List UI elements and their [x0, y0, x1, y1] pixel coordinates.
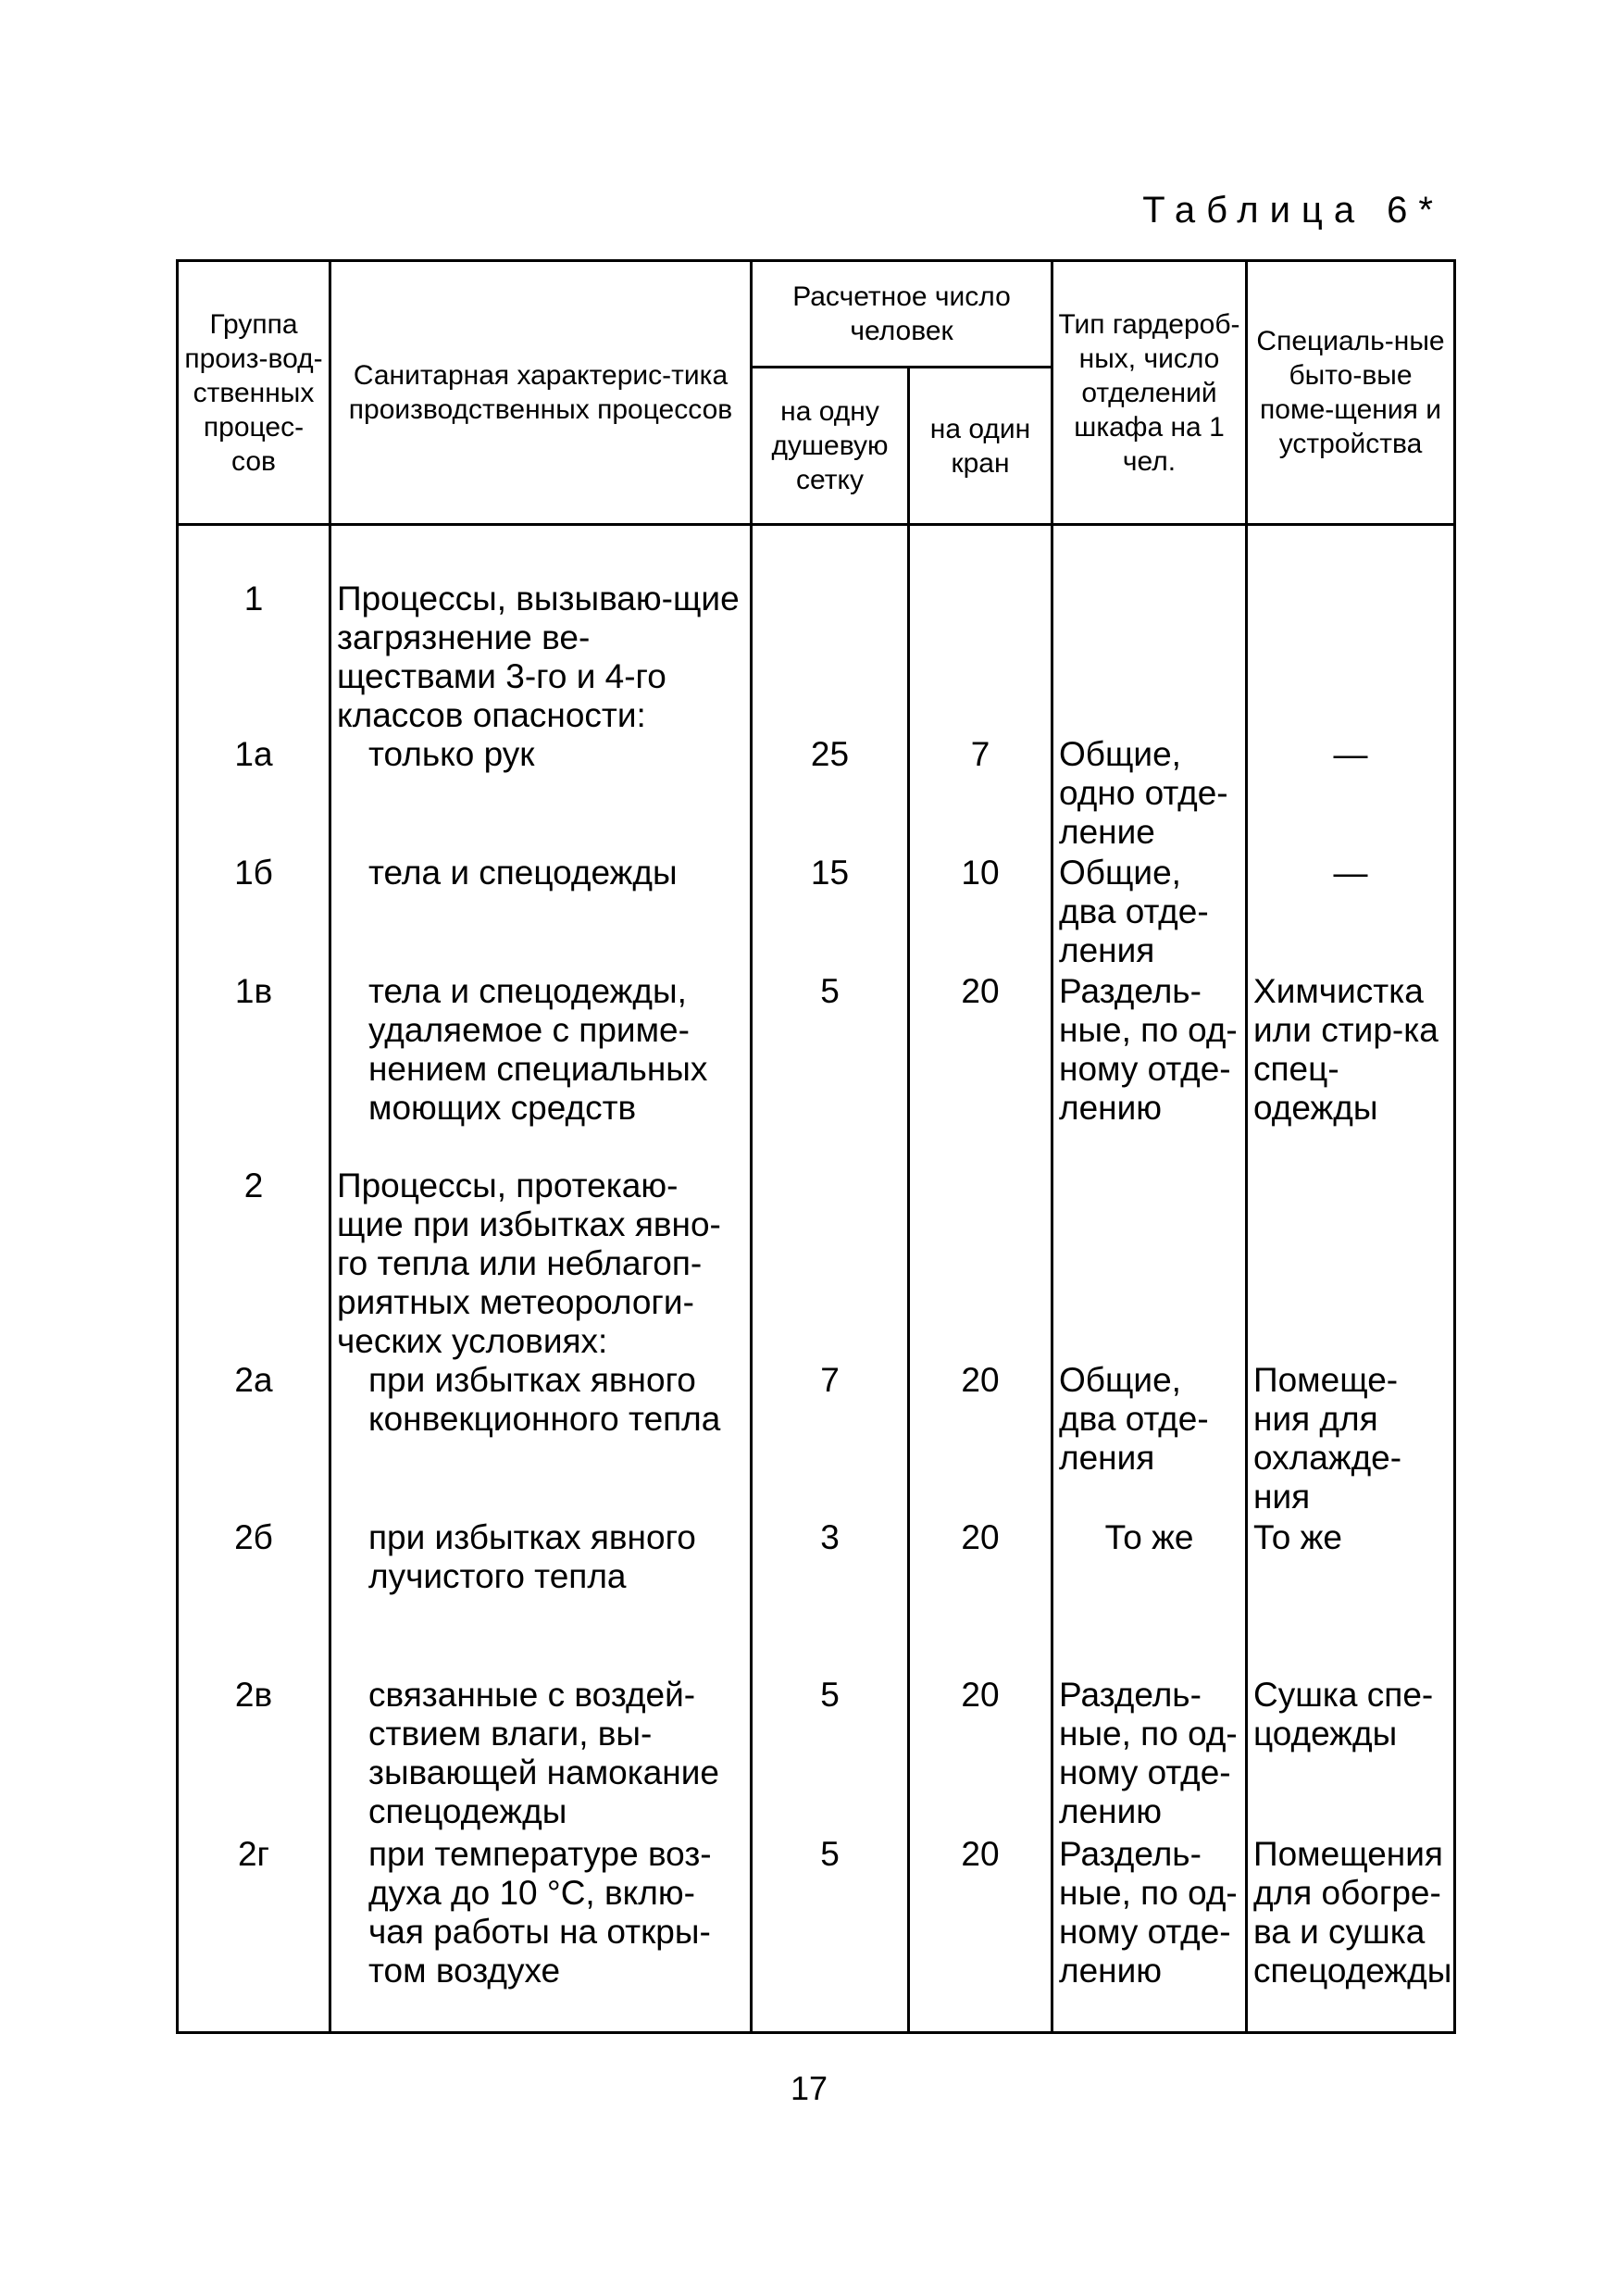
locker-cell: Общие, два отде-ления: [1052, 1361, 1247, 1518]
header-special-rooms: Специаль-ные быто-вые поме-щения и устройства: [1247, 261, 1455, 525]
header-per-shower: на одну душевую сетку: [752, 368, 909, 525]
locker-cell: Общие, два отде-ления: [1052, 854, 1247, 972]
group-cell: 2б: [178, 1518, 330, 1676]
desc-cell: при избытках явного лучистого тепла: [368, 1518, 696, 1595]
tap-cell: 20: [909, 1518, 1052, 1676]
page-number: 17: [790, 2069, 828, 2107]
header-characteristic: Санитарная характерис-тика производственных процессов: [330, 261, 752, 525]
special-cell: Химчистка или стир-ка спец-одежды: [1247, 972, 1455, 1167]
desc-cell: Процессы, вызываю-щие загрязнение ве-ществами 3-го и 4-го классов опасности:: [330, 580, 752, 735]
desc-cell: Процессы, протекаю-щие при избытках явно-го тепла или неблагоп-риятных метеорологи-ческих условиях:: [330, 1167, 752, 1361]
special-cell: То же: [1247, 1518, 1455, 1676]
special-cell: —: [1247, 735, 1455, 854]
header-per-tap: на один кран: [909, 368, 1052, 525]
special-cell: Помеще-ния для охлажде-ния: [1247, 1361, 1455, 1518]
header-group: Группа произ-вод-ственных процес-сов: [178, 261, 330, 525]
table-row: [178, 735, 1455, 854]
table-caption: Таблица 6*: [1142, 190, 1444, 231]
shower-cell: 5: [752, 1835, 909, 1994]
desc-cell: тела и спецодежды, удаляемое с приме-нением специальных моющих средств: [368, 972, 708, 1127]
group-cell: 1а: [178, 735, 330, 854]
tap-cell: 20: [909, 1361, 1052, 1518]
table-row: [178, 1361, 1455, 1518]
table-row: [178, 854, 1455, 972]
group-cell: 1: [178, 580, 330, 735]
table-row: [178, 972, 1455, 1167]
group-cell: 2а: [178, 1361, 330, 1518]
special-cell: —: [1247, 854, 1455, 972]
tap-cell: 10: [909, 854, 1052, 972]
shower-cell: 5: [752, 1676, 909, 1835]
locker-cell: Общие, одно отде-ление: [1052, 735, 1247, 854]
group-cell: 2г: [178, 1835, 330, 1994]
shower-cell: 15: [752, 854, 909, 972]
desc-cell: при избытках явного конвекционного тепла: [368, 1361, 721, 1438]
shower-cell: 7: [752, 1361, 909, 1518]
header-persons: Расчетное число человек: [752, 261, 1052, 368]
shower-cell: 25: [752, 735, 909, 854]
locker-cell: Раздель-ные, по од-ному отде-лению: [1052, 972, 1247, 1167]
table-row: [178, 1518, 1455, 1676]
sanitary-table: [176, 259, 1456, 2034]
desc-cell: тела и спецодежды: [368, 854, 678, 892]
special-cell: Сушка спе-цодежды: [1247, 1676, 1455, 1835]
group-cell: 1в: [178, 972, 330, 1167]
desc-cell: при температуре воз-духа до 10 °С, вклю-чая работы на откры-том воздухе: [368, 1835, 712, 1990]
group-cell: 2в: [178, 1676, 330, 1835]
table-row: [178, 1676, 1455, 1835]
shower-cell: 3: [752, 1518, 909, 1676]
tap-cell: 20: [909, 1835, 1052, 1994]
table-row: [178, 1835, 1455, 1994]
locker-cell: Раздель-ные, по од-ному отде-лению: [1052, 1835, 1247, 1994]
group-cell: 2: [178, 1167, 330, 1361]
tap-cell: 20: [909, 972, 1052, 1167]
group-cell: 1б: [178, 854, 330, 972]
shower-cell: 5: [752, 972, 909, 1167]
locker-cell: Раздель-ные, по од-ному отде-лению: [1052, 1676, 1247, 1835]
tap-cell: 20: [909, 1676, 1052, 1835]
tap-cell: 7: [909, 735, 1052, 854]
locker-cell: То же: [1052, 1518, 1247, 1676]
desc-cell: связанные с воздей-ствием влаги, вы-зывающей намокание спецодежды: [368, 1676, 719, 1830]
table-row: [178, 580, 1455, 735]
desc-cell: только рук: [368, 735, 535, 773]
header-locker-type: Тип гардероб-ных, число отделений шкафа на 1 чел.: [1052, 261, 1247, 525]
table-row: [178, 1167, 1455, 1361]
special-cell: Помещения для обогре-ва и сушка спецодежды: [1247, 1835, 1455, 1994]
